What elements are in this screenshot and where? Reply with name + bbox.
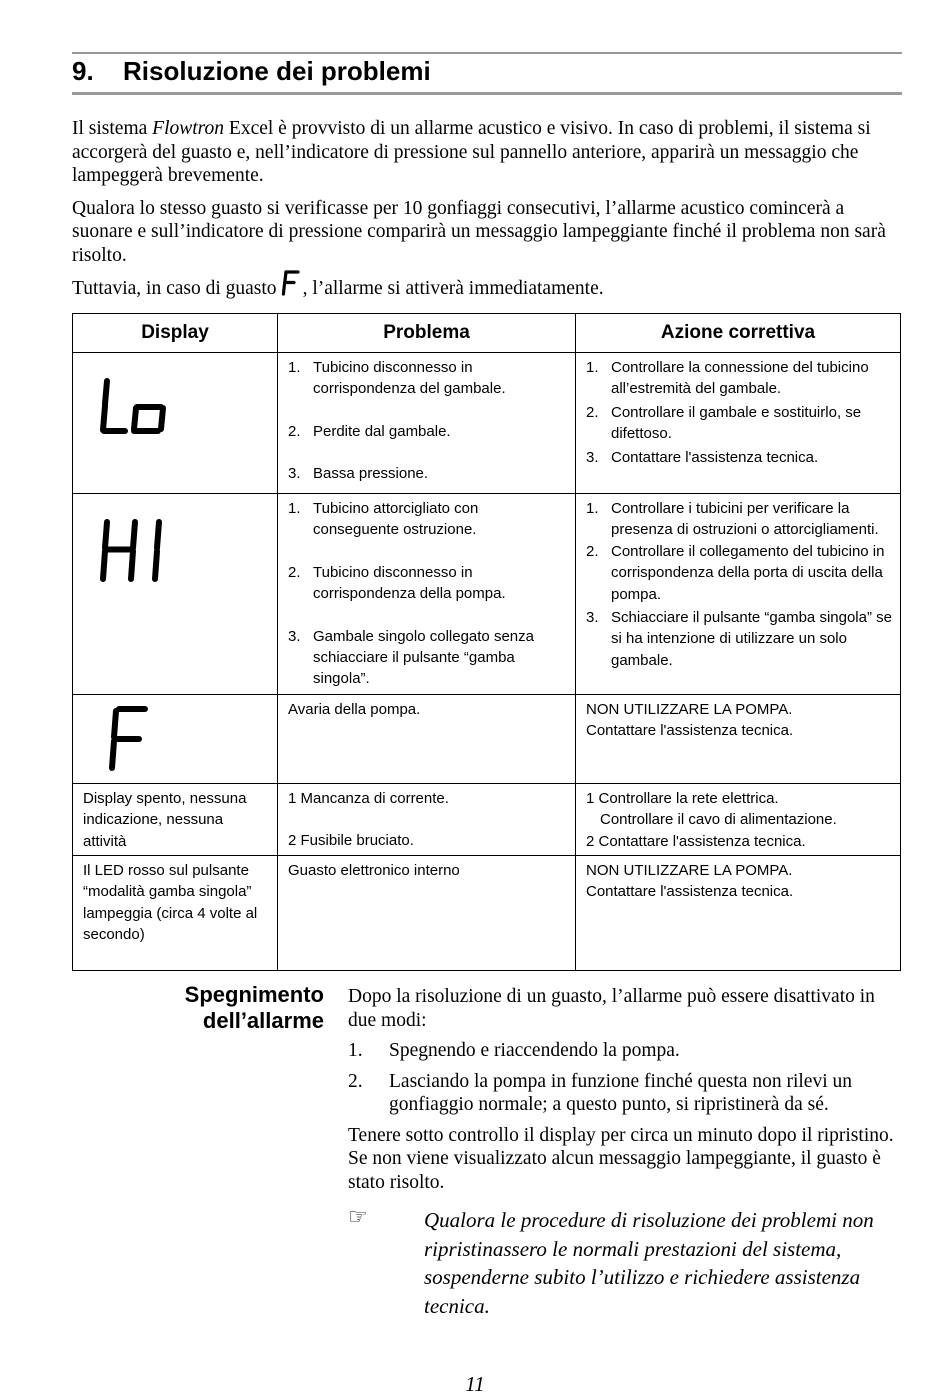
action-cell xyxy=(576,494,901,695)
list-item: 3. Schiacciare il pulsante “gamba singola” se si ha intenzione di utilizzare un solo gambale. xyxy=(586,609,892,669)
list-item: 2. Lasciando la pompa in funzione finché questa non rilevi un gonfiaggio normale; a questo punto, si ripristinerà da sé. xyxy=(348,1070,852,1115)
intro-text xyxy=(72,117,902,310)
header-action: Azione correttiva xyxy=(576,314,901,353)
display-cell: Il LED rosso sul pulsante “modalità gamba singola” lampeggia (circa 4 volte al secondo) xyxy=(73,856,278,971)
note-text: Qualora le procedure di risoluzione dei problemi non ripristinassero le normali prestazioni del sistema, sospenderne subito l’utilizzo e richiedere assistenza tecnica. xyxy=(424,1208,874,1318)
intro-paragraph-1: Il sistema Flowtron Excel è provvisto di un allarme acustico e visivo. In caso di problemi, il sistema si accorgerà del guasto e, nell’indicatore di pressione sul pannello anteriore, apparirà un messaggio che lampeggerà brevemente. xyxy=(72,118,871,186)
header-problem: Problema xyxy=(278,314,576,353)
action-cell: 1 Controllare la rete elettrica. Controllare il cavo di alimentazione. 2 Contattare l'assistenza tecnica. xyxy=(576,784,901,856)
list-item: 2. Controllare il gambale e sostituirlo, se difettoso. xyxy=(586,403,862,443)
table-header-row xyxy=(73,314,901,353)
seven-segment-f-inline-icon xyxy=(281,270,301,296)
spacer xyxy=(288,541,567,562)
intro-paragraph-3: Tuttavia, in caso di guasto , l’allarme si attiverà immediatamente. xyxy=(72,270,902,301)
action-list xyxy=(586,357,892,468)
seven-segment-hi-icon xyxy=(99,518,171,584)
section-title xyxy=(72,54,431,88)
problem-cell: Avaria della pompa. xyxy=(278,695,576,784)
list-item: 1. Tubicino attorcigliato con conseguente ostruzione. xyxy=(288,500,479,539)
section-title-text: Risoluzione dei problemi xyxy=(123,56,431,86)
list-item: 2. Controllare il collegamento del tubicino in corrispondenza della porta di uscita della pompa. xyxy=(586,542,885,603)
spacer xyxy=(288,605,567,626)
display-cell xyxy=(73,494,278,695)
alarm-off-steps xyxy=(348,1039,902,1117)
brand-name: Flowtron xyxy=(152,118,225,139)
table-row xyxy=(73,494,901,695)
action-list xyxy=(586,498,892,671)
seven-segment-f-icon xyxy=(107,705,151,773)
page-number: 11 xyxy=(465,1372,485,1396)
table-row xyxy=(73,353,901,494)
problem-cell xyxy=(278,494,576,695)
list-item: 2. Perdite dal gambale. xyxy=(288,422,451,440)
action-cell: NON UTILIZZARE LA POMPA. Contattare l'assistenza tecnica. xyxy=(576,695,901,784)
problem-cell: 1 Mancanza di corrente. 2 Fusibile bruciato. xyxy=(278,784,576,856)
note-block xyxy=(348,1206,902,1320)
alarm-off-body xyxy=(348,985,902,1320)
display-cell xyxy=(73,695,278,784)
troubleshooting-table xyxy=(72,313,901,971)
problem-cell xyxy=(278,353,576,494)
list-item: 1. Controllare i tubicini per verificare la presenza di ostruzioni o attorcigliamenti. xyxy=(586,500,879,539)
problem-list xyxy=(288,357,567,485)
list-item: 2. Tubicino disconnesso in corrispondenza della pompa. xyxy=(288,563,506,603)
table-row xyxy=(73,856,901,971)
header-display: Display xyxy=(73,314,278,353)
action-cell: NON UTILIZZARE LA POMPA. Contattare l'assistenza tecnica. xyxy=(576,856,901,971)
alarm-off-monitor-text: Tenere sotto controllo il display per circa un minuto dopo il ripristino. Se non viene visualizzato alcun messaggio lampeggiante, il guasto è stato risolto. xyxy=(348,1124,894,1193)
list-item: 1. Spegnendo e riaccendendo la pompa. xyxy=(348,1040,680,1061)
list-item: 3. Gambale singolo collegato senza schiacciare il pulsante “gamba singola”. xyxy=(288,627,534,688)
table-row xyxy=(73,695,901,784)
alarm-off-intro: Dopo la risoluzione di un guasto, l’allarme può essere disattivato in due modi: xyxy=(348,986,875,1031)
spacer xyxy=(288,442,567,463)
action-cell xyxy=(576,353,901,494)
alarm-off-heading: Spegnimento dell’allarme xyxy=(184,982,324,1033)
spacer xyxy=(288,400,567,421)
table-row xyxy=(73,784,901,856)
problem-cell: Guasto elettronico interno xyxy=(278,856,576,971)
intro-paragraph-2: Qualora lo stesso guasto si verificasse per 10 gonfiaggi consecutivi, l’allarme acustico comincerà a suonare e sull’indicatore di pressione comparirà un messaggio lampeggiante finché il problema non sarà risolto. xyxy=(72,197,886,266)
problem-list xyxy=(288,498,567,690)
spacer xyxy=(288,809,567,830)
section-number: 9. xyxy=(72,56,94,86)
title-underline xyxy=(72,92,902,95)
list-item: 1. Tubicino disconnesso in corrispondenza del gambale. xyxy=(288,359,506,398)
display-cell: Display spento, nessuna indicazione, nessuna attività xyxy=(73,784,278,856)
pointing-hand-icon: ☞ xyxy=(348,1205,368,1230)
list-item: 3. Contattare l'assistenza tecnica. xyxy=(586,448,819,466)
list-item: 3. Bassa pressione. xyxy=(288,465,429,483)
list-item: 1. Controllare la connessione del tubicino all’estremità del gambale. xyxy=(586,359,869,398)
display-cell xyxy=(73,353,278,494)
seven-segment-lo-icon xyxy=(99,377,171,435)
